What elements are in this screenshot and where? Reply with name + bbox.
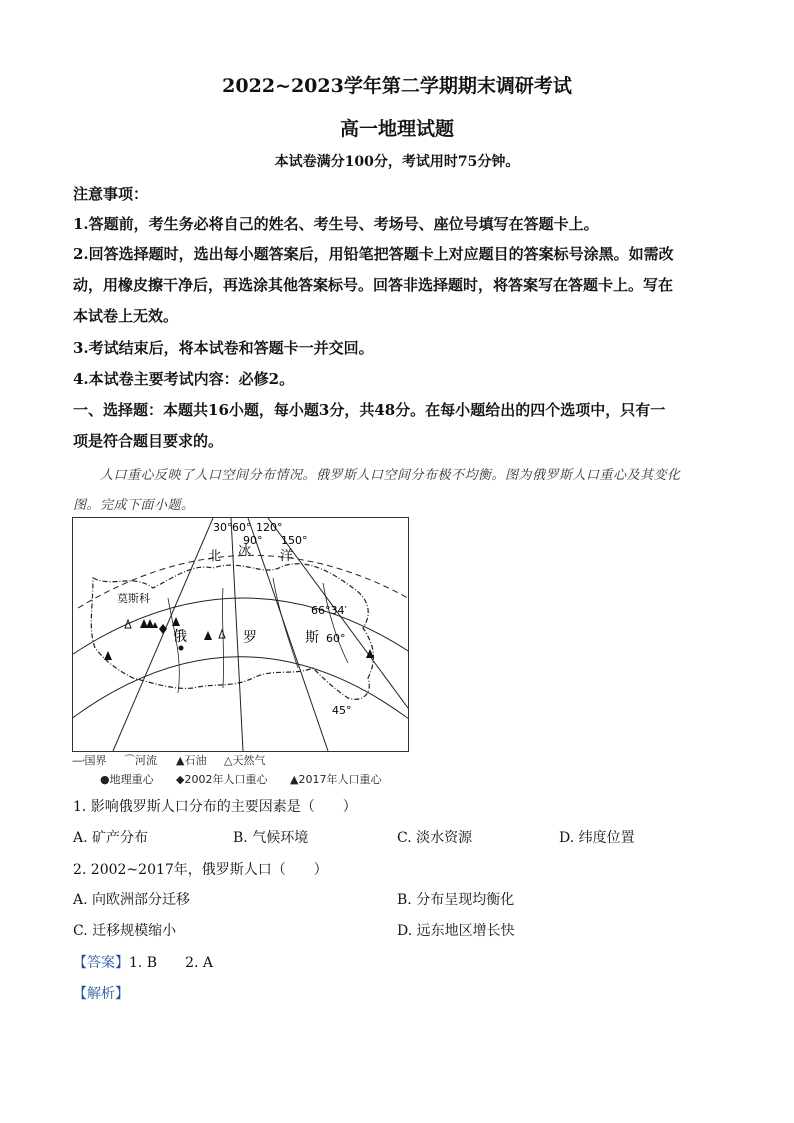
latitude-arc-60: [73, 598, 408, 668]
legend-gas: △天然气: [224, 754, 266, 767]
legend-oil: ▲石油: [176, 754, 207, 767]
passage-line: 图。完成下面小题。: [73, 498, 195, 513]
map-label-yang: 洋: [280, 549, 294, 564]
pop2002-center-icon: [159, 624, 167, 634]
map-label-150: 150°: [281, 534, 308, 547]
legend-pop2017: ▲2017年人口重心: [290, 773, 382, 786]
q1-stem: 1. 影响俄罗斯人口分布的主要因素是（ ）: [73, 799, 357, 815]
notes-heading: 注意事项：: [73, 185, 149, 203]
note-item: 1.答题前，考生务必将自己的姓名、考生号、考场号、座位号填写在答题卡上。: [73, 215, 599, 233]
river: [273, 578, 298, 668]
map-label-90: 90°: [243, 534, 263, 547]
answer-text: 1. B 2. A: [129, 955, 214, 971]
map-label-45: 45°: [332, 704, 352, 717]
map-legend: [72, 752, 407, 788]
legend-border: —·国界: [72, 754, 107, 767]
map-label-e: 俄: [173, 629, 187, 645]
note-item: 动，用橡皮擦干净后，再选涂其他答案标号。回答非选择题时，将答案写在答题卡上。写在: [73, 276, 674, 294]
q1-option-c[interactable]: C. 淡水资源: [397, 830, 473, 846]
russia-population-center-map: [72, 517, 409, 752]
note-item: 4.本试卷主要考试内容：必修2。: [73, 370, 295, 388]
exam-subtitle: 高一地理试题: [339, 118, 454, 140]
q2-option-d[interactable]: D. 远东地区增长快: [397, 923, 515, 939]
q2-option-a[interactable]: A. 向欧洲部分迁移: [73, 892, 191, 908]
river: [323, 583, 348, 663]
answer-line: [73, 952, 213, 972]
section-heading-cont: 项是符合题目要求的。: [73, 432, 224, 450]
river: [168, 598, 179, 693]
exam-info: 本试卷满分100分，考试用时75分钟。: [274, 154, 520, 170]
legend-pop2002: ◆2002年人口重心: [176, 773, 268, 786]
gas-icon: [219, 630, 225, 638]
map-label-60: 60°: [232, 521, 252, 534]
map-label-luo: 罗: [243, 630, 257, 646]
oil-icon: [172, 617, 180, 626]
section-heading: 一、选择题：本题共16小题，每小题3分，共48分。在每小题给出的四个选项中，只有一: [73, 401, 666, 419]
meridian: [113, 518, 213, 751]
oil-icon: [204, 631, 212, 640]
oil-icon: [104, 651, 112, 660]
passage-line: 人口重心反映了人口空间分布情况。俄罗斯人口空间分布极不均衡。图为俄罗斯人口重心及其变化: [100, 468, 681, 483]
analysis-label: 【解析】: [73, 986, 129, 1002]
map-label-60lat: 60°: [326, 632, 346, 645]
map-label-30: 30°: [213, 521, 233, 534]
q1-option-b[interactable]: B. 气候环境: [233, 830, 309, 846]
map-label-moscow: 莫斯科: [117, 592, 150, 605]
map-label-si: 斯: [305, 630, 319, 646]
q2-stem: 2. 2002~2017年，俄罗斯人口（ ）: [73, 862, 328, 878]
note-item: 本试卷上无效。: [73, 307, 179, 325]
map-svg: [73, 518, 408, 751]
pop2017-center-icon: [152, 622, 158, 628]
oil-icon: [366, 649, 374, 658]
map-label-bing: 冰: [238, 544, 252, 559]
legend-geo-center: ●地理重心: [100, 773, 154, 786]
q2-option-b[interactable]: B. 分布呈现均衡化: [397, 892, 515, 908]
geo-center-icon: [179, 646, 184, 651]
q2-option-c[interactable]: C. 迁移规模缩小: [73, 923, 177, 939]
q1-option-d[interactable]: D. 纬度位置: [559, 830, 635, 846]
map-label-bei: 北: [208, 549, 222, 564]
map-label-120: 120°: [256, 521, 283, 534]
answer-label: 【答案】: [73, 955, 129, 971]
map-label-6634: 66°34′: [311, 604, 347, 617]
legend-river: ⌒河流: [124, 754, 157, 767]
q1-option-a[interactable]: A. 矿产分布: [73, 830, 149, 846]
note-item: 2.回答选择题时，选出每小题答案后，用铅笔把答题卡上对应题目的答案标号涂黑。如需改: [73, 245, 674, 263]
note-item: 3.考试结束后，将本试卷和答题卡一并交回。: [73, 339, 374, 357]
exam-title: 2022~2023学年第二学期期末调研考试: [222, 75, 572, 97]
